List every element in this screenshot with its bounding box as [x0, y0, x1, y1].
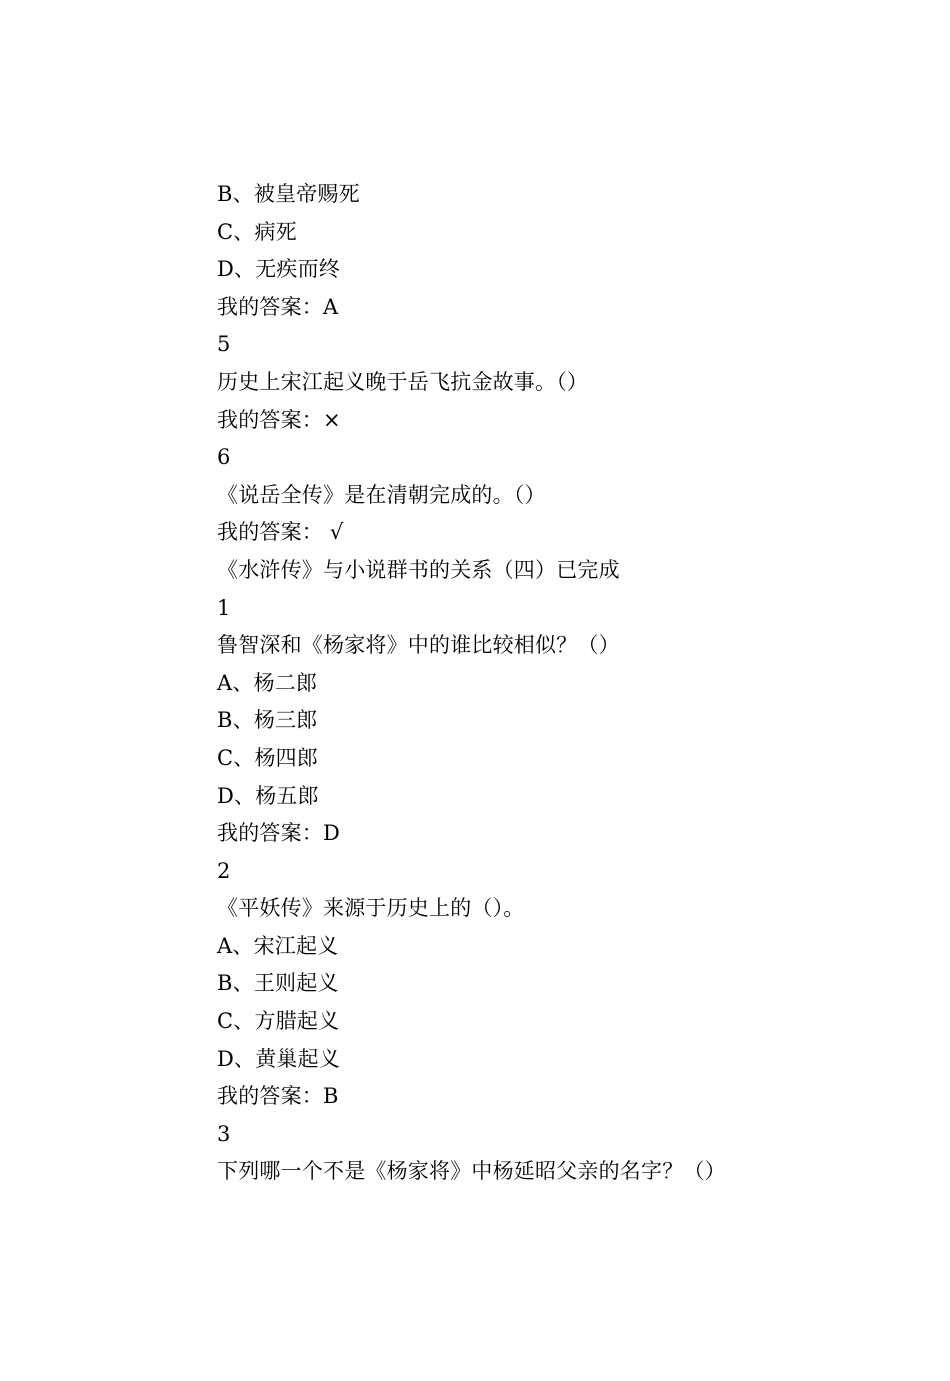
option-d: D、杨五郎: [217, 783, 319, 808]
my-answer: 我的答案：×: [217, 407, 341, 432]
question-number: 5: [217, 332, 231, 357]
option-d: D、黄巢起义: [217, 1046, 341, 1071]
option-c: C、方腊起义: [217, 1009, 340, 1034]
question-number: 6: [217, 445, 231, 470]
option-b: B、王则起义: [217, 971, 339, 996]
question-text: 历史上宋江起义晚于岳飞抗金故事。（）: [217, 369, 589, 394]
question-number: 1: [217, 595, 231, 620]
my-answer: 我的答案：B: [217, 1084, 339, 1109]
question-text: 下列哪一个不是《杨家将》中杨延昭父亲的名字？（）: [217, 1159, 726, 1184]
section-heading: 《水浒传》与小说群书的关系（四）已完成: [217, 557, 620, 582]
question-number: 3: [217, 1121, 231, 1146]
document-body: [217, 176, 897, 1191]
my-answer: 我的答案：D: [217, 821, 341, 846]
option-d: D、无疾而终: [217, 257, 341, 282]
question-text: 鲁智深和《杨家将》中的谁比较相似？（）: [217, 633, 620, 658]
option-c: C、病死: [217, 219, 297, 244]
option-c: C、杨四郎: [217, 745, 319, 770]
option-a: A、宋江起义: [217, 933, 339, 958]
my-answer: 我的答案： √: [217, 520, 344, 545]
option-a: A、杨二郎: [217, 670, 318, 695]
question-text: 《平妖传》来源于历史上的（）。: [217, 896, 525, 921]
question-text: 《说岳全传》是在清朝完成的。（）: [217, 482, 546, 507]
my-answer: 我的答案：A: [217, 294, 339, 319]
option-b: B、被皇帝赐死: [217, 182, 360, 206]
question-number: 2: [217, 858, 231, 883]
option-b: B、杨三郎: [217, 708, 318, 733]
